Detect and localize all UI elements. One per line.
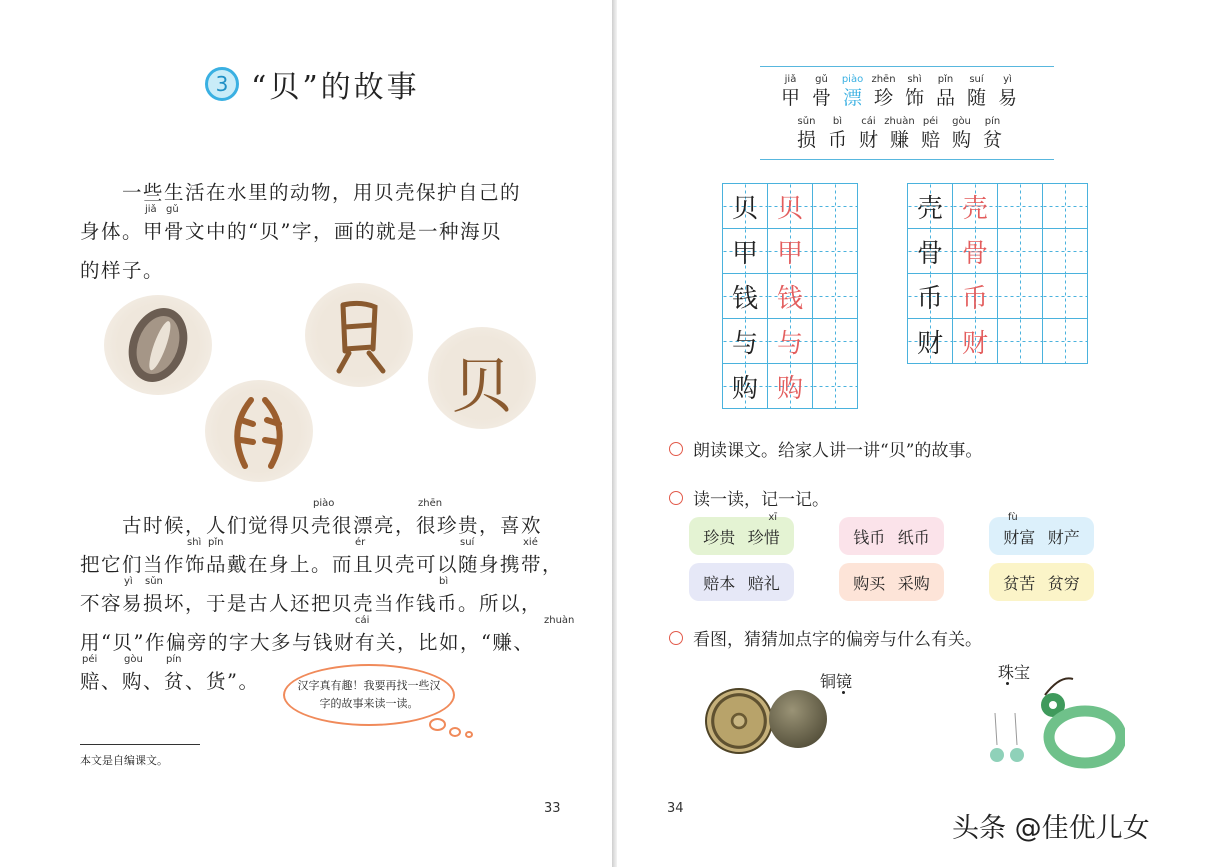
- vocab-pinyin: jiǎ: [784, 74, 797, 85]
- vocab-character: 赚: [889, 129, 909, 151]
- grid-cell: [953, 319, 998, 364]
- trace-character: 与: [776, 328, 803, 359]
- trace-character: 骨: [961, 238, 988, 269]
- grid-cell: [723, 184, 768, 229]
- task-3-text: 看图，猜猜加点字的偏旁与什么有关。: [693, 630, 982, 650]
- bubble-dot-small: [465, 731, 473, 738]
- lesson-title-text: “贝”的故事: [251, 70, 420, 105]
- grid-cell: [723, 364, 768, 409]
- vocab-item: [791, 116, 822, 152]
- grid-cell: [768, 229, 813, 274]
- grid-cell[interactable]: [813, 229, 858, 274]
- text-line: [80, 576, 560, 623]
- vocab-item: [946, 116, 977, 152]
- vocab-pinyin: zhēn: [871, 74, 896, 85]
- chip-word: 赔礼: [747, 573, 780, 593]
- page-number-left: 33: [544, 801, 561, 816]
- paragraph-1: [80, 173, 560, 290]
- vocab-pinyin: péi: [922, 116, 939, 127]
- vocab-pinyin: cái: [861, 116, 876, 127]
- model-character: 钱: [731, 283, 758, 314]
- pinyin-annotation: gǔ: [166, 204, 179, 215]
- word-chip: [689, 563, 794, 601]
- text-line-content: 赔、购、贫、货”。: [80, 670, 260, 693]
- task-bullet-icon: [669, 491, 683, 505]
- grid-cell: [953, 184, 998, 229]
- text-line: [80, 204, 560, 251]
- task-2-text: 读一读，记一记。: [693, 490, 829, 510]
- chip-word: 纸币: [897, 527, 930, 547]
- grid-cell: [723, 229, 768, 274]
- vocab-character: 甲: [780, 87, 800, 109]
- vocab-character: 骨: [811, 87, 831, 109]
- trace-character: 贝: [776, 193, 803, 224]
- vocab-pinyin: bì: [832, 116, 843, 127]
- text-line-content: 古时候，人们觉得贝壳很漂亮，很珍贵，喜欢: [80, 514, 543, 537]
- pinyin-annotation: shì: [187, 537, 202, 548]
- text-line-content: 身体。甲骨文中的“贝”字，画的就是一种海贝: [80, 220, 502, 243]
- grid-cell[interactable]: [998, 184, 1043, 229]
- modern-script-circle: [428, 327, 536, 429]
- task-1: [669, 436, 982, 461]
- trace-character: 壳: [961, 193, 988, 224]
- model-character: 甲: [731, 238, 758, 269]
- word-chip: [989, 563, 1094, 601]
- bubble-dot-medium: [449, 727, 461, 737]
- vocab-character: 财: [858, 129, 878, 151]
- left-page: [0, 0, 612, 867]
- grid-cell[interactable]: [813, 364, 858, 409]
- vocab-pinyin: gòu: [952, 116, 971, 127]
- pinyin-annotation: fù: [1007, 511, 1018, 523]
- bronze-inscription-bei-glyph: [305, 283, 413, 387]
- word-chip: [839, 517, 944, 555]
- grid-cell: [953, 229, 998, 274]
- bronze-mirror-front-image: [769, 690, 827, 748]
- trace-character: 甲: [776, 238, 803, 269]
- grid-cell: [908, 274, 953, 319]
- pinyin-annotation: zhuàn: [544, 615, 575, 626]
- pinyin-annotation: gòu: [124, 654, 143, 665]
- vocab-character: 随: [966, 87, 986, 109]
- grid-cell: [723, 319, 768, 364]
- pinyin-annotation: jiǎ: [145, 204, 157, 215]
- pinyin-annotation: xié: [523, 537, 538, 548]
- vocab-item: [806, 74, 837, 110]
- page-number-right: 34: [667, 801, 684, 816]
- writing-grid-right: [907, 183, 1088, 364]
- vocab-item: [992, 74, 1023, 110]
- model-character: 贝: [731, 193, 758, 224]
- chip-word: 采购: [897, 573, 930, 593]
- text-line-content: 不容易损坏，于是古人还把贝壳当作钱币。所以，: [80, 592, 543, 615]
- pinyin-annotation: yì: [124, 576, 133, 587]
- task-bullet-icon: [669, 442, 683, 456]
- vocab-pinyin: suí: [969, 74, 984, 85]
- pinyin-annotation: xī: [768, 511, 778, 523]
- vocab-item: [961, 74, 992, 110]
- text-line-content: 的样子。: [80, 259, 165, 282]
- oracle-script-circle: [205, 380, 313, 482]
- chip-word: 珍贵: [703, 527, 736, 547]
- modern-bei-glyph: 贝: [452, 352, 512, 422]
- vocab-pinyin: zhuàn: [884, 116, 915, 127]
- pinyin-annotation: sǔn: [145, 576, 163, 587]
- vocab-item: [977, 116, 1008, 152]
- vocab-item: [930, 74, 961, 110]
- vocab-pinyin: gǔ: [815, 74, 828, 85]
- label-bronze-mirror: 铜镜: [820, 669, 852, 692]
- grid-cell[interactable]: [998, 229, 1043, 274]
- vocab-pinyin: shì: [907, 74, 922, 85]
- model-character: 币: [916, 283, 943, 314]
- text-line-content: 把它们当作饰品戴在身上。而且贝壳可以随身携带，: [80, 553, 564, 576]
- trace-character: 钱: [776, 283, 803, 314]
- vocab-character: 赔: [920, 129, 940, 151]
- vocab-character: 购: [951, 129, 971, 151]
- label-jewelry: 珠宝: [998, 660, 1030, 683]
- writing-grid-left: [722, 183, 858, 409]
- oracle-bone-bei-glyph: [205, 380, 313, 482]
- grid-cell: [768, 364, 813, 409]
- grid-cell[interactable]: [1043, 184, 1088, 229]
- lesson-title: [205, 62, 420, 106]
- pinyin-annotation: zhēn: [418, 498, 443, 509]
- model-character: 壳: [916, 193, 943, 224]
- vocab-pinyin: piào: [841, 74, 864, 85]
- text-line: [80, 615, 575, 662]
- chip-word: 贫穷: [1047, 573, 1080, 593]
- right-page: [617, 0, 1229, 867]
- vocab-character: 易: [997, 87, 1017, 109]
- word-chip: [689, 511, 794, 555]
- word-chip: [989, 511, 1094, 555]
- vocab-item: [884, 116, 915, 152]
- vocab-item: [822, 116, 853, 152]
- vocab-bottom-rule: [760, 159, 1054, 160]
- lesson-number-badge: 3: [205, 67, 239, 101]
- footnote-divider: [80, 744, 200, 745]
- vocab-item: [915, 116, 946, 152]
- chip-word: 赔本: [703, 573, 736, 593]
- cowrie-shell-image: [104, 295, 212, 395]
- vocab-item: [853, 116, 884, 152]
- trace-character: 币: [961, 283, 988, 314]
- pinyin-annotation: pín: [166, 654, 182, 665]
- model-character: 骨: [916, 238, 943, 269]
- grid-cell[interactable]: [998, 274, 1043, 319]
- vocab-character: 损: [796, 129, 816, 151]
- chip-word: 钱币: [853, 527, 886, 547]
- pinyin-annotation: suí: [460, 537, 475, 548]
- grid-cell: [908, 319, 953, 364]
- grid-cell[interactable]: [1043, 229, 1088, 274]
- grid-cell: [723, 274, 768, 319]
- model-character: 与: [731, 328, 758, 359]
- grid-cell: [908, 229, 953, 274]
- grid-cell[interactable]: [1043, 274, 1088, 319]
- chip-word: 贫苦: [1003, 573, 1036, 593]
- vocab-row-2: [791, 116, 1008, 152]
- vocab-character: 贫: [982, 129, 1002, 151]
- grid-cell[interactable]: [813, 274, 858, 319]
- vocab-item: [775, 74, 806, 110]
- grid-cell: [768, 184, 813, 229]
- bubble-dot-large: [429, 718, 446, 731]
- vocab-character: 珍: [873, 87, 893, 109]
- word-chip: [839, 563, 944, 601]
- bronze-mirror-back-image: [705, 688, 773, 754]
- emphasis-dot: [842, 691, 845, 694]
- chip-word: 财富 fù: [1003, 511, 1036, 547]
- task-1-text: 朗读课文。给家人讲一讲“贝”的故事。: [693, 441, 983, 461]
- bronze-script-circle: [305, 283, 413, 387]
- grid-cell[interactable]: [813, 319, 858, 364]
- grid-cell: [953, 274, 998, 319]
- grid-cell[interactable]: [1043, 319, 1088, 364]
- pinyin-annotation: cái: [355, 615, 370, 626]
- speech-bubble-text: 汉字真有趣！我要再找一些汉字的故事来读一读。: [297, 679, 441, 710]
- vocab-pinyin: sǔn: [797, 116, 816, 127]
- pinyin-annotation: piào: [313, 498, 335, 509]
- vocab-character: 品: [935, 87, 955, 109]
- vocab-pinyin: yì: [1003, 74, 1012, 85]
- pinyin-annotation: bì: [439, 576, 449, 587]
- trace-character: 财: [961, 328, 988, 359]
- watermark: 头条 @佳优儿女: [952, 813, 1150, 844]
- trace-character: 购: [776, 373, 803, 404]
- model-character: 购: [731, 373, 758, 404]
- grid-cell: [768, 319, 813, 364]
- vocab-item: [868, 74, 899, 110]
- task-bullet-icon: [669, 631, 683, 645]
- text-line-content: 用“贝”作偏旁的字大多与钱财有关，比如，“赚、: [80, 631, 535, 654]
- pinyin-annotation: pǐn: [208, 537, 224, 548]
- text-line: [80, 498, 560, 545]
- vocab-item: [899, 74, 930, 110]
- vocab-row-1: [775, 74, 1023, 110]
- grid-cell: [768, 274, 813, 319]
- task-3: [669, 625, 982, 650]
- chip-word: 珍惜 xī: [747, 511, 780, 547]
- speech-bubble: [283, 664, 455, 726]
- pinyin-annotation: péi: [82, 654, 98, 665]
- grid-cell: [908, 184, 953, 229]
- task-2: [669, 485, 829, 510]
- vocab-pinyin: pǐn: [937, 74, 954, 85]
- chip-word: 购买: [853, 573, 886, 593]
- vocab-top-rule: [760, 66, 1054, 67]
- grid-cell[interactable]: [998, 319, 1043, 364]
- footnote: 本文是自编课文。: [80, 754, 168, 767]
- model-character: 财: [916, 328, 943, 359]
- vocab-item: [837, 74, 868, 110]
- grid-cell[interactable]: [813, 184, 858, 229]
- shell-photo-circle: [104, 295, 212, 395]
- text-line-content: 一些生活在水里的动物，用贝壳保护自己的: [80, 181, 522, 204]
- vocab-character: 漂: [842, 87, 862, 109]
- jade-jewelry-image: [985, 675, 1125, 775]
- pinyin-annotation: ér: [355, 537, 366, 548]
- vocab-character: 币: [827, 129, 847, 151]
- chip-word: 财产: [1047, 527, 1080, 547]
- vocab-pinyin: pín: [984, 116, 1001, 127]
- vocab-character: 饰: [904, 87, 924, 109]
